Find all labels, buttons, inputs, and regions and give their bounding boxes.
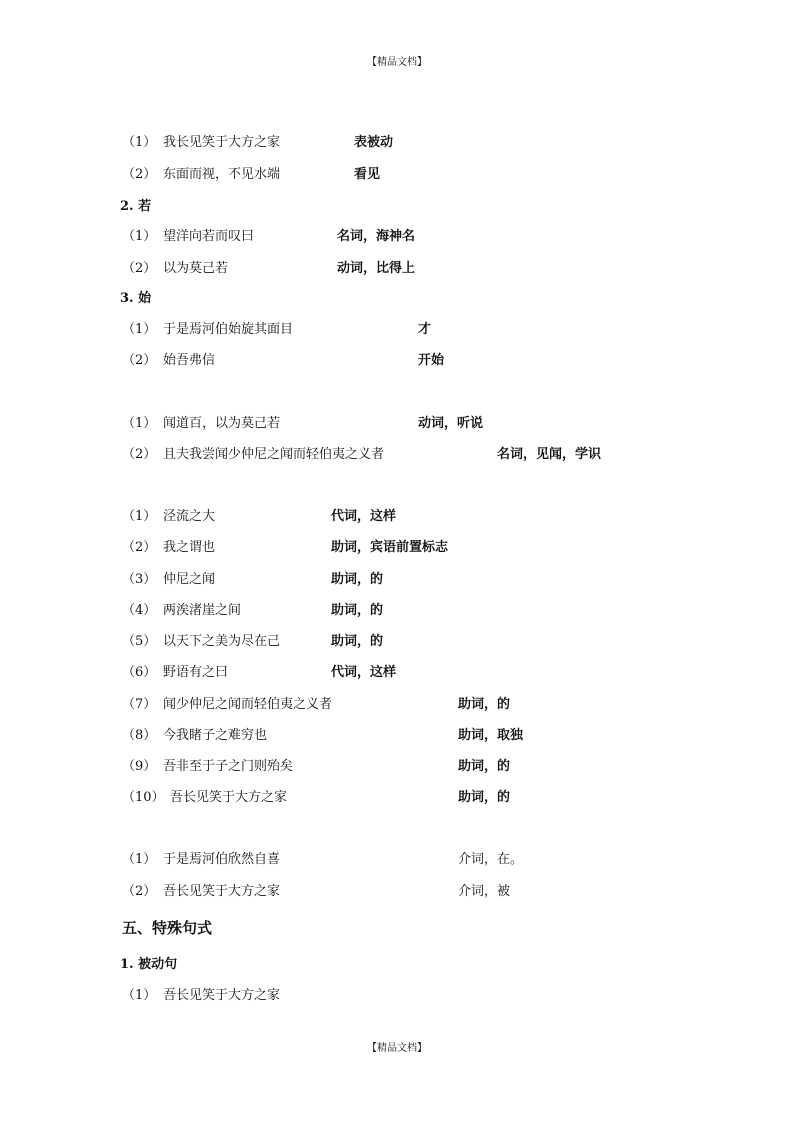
page-header: 【精品文档】 <box>367 57 427 68</box>
item-answer: 代词，这样 <box>331 509 397 524</box>
item-answer: 名词，见闻，学识 <box>497 447 602 462</box>
item-number: （2） <box>122 447 157 462</box>
item-text: 于是焉河伯始旋其面目 <box>163 322 294 337</box>
item-number: （1） <box>122 509 157 524</box>
section-heading: 2. 若 <box>120 199 152 214</box>
item-number: （1） <box>122 229 157 244</box>
item-text: 吾长见笑于大方之家 <box>163 988 281 1003</box>
item-answer: 助词，的 <box>458 697 511 712</box>
item-text: 我之谓也 <box>163 540 216 555</box>
item-text: 望洋向若而叹曰 <box>163 229 255 244</box>
item-answer: 助词，的 <box>458 790 511 805</box>
item-answer: 助词，的 <box>331 603 384 618</box>
item-number: （8） <box>122 728 157 743</box>
item-text: 泾流之大 <box>163 509 216 524</box>
item-text: 且夫我尝闻少仲尼之闻而轻伯夷之义者 <box>163 447 385 462</box>
item-number: （1） <box>122 135 157 150</box>
item-number: （9） <box>122 759 157 774</box>
item-answer: 才 <box>418 322 432 337</box>
item-text: 闻少仲尼之闻而轻伯夷之义者 <box>163 697 333 712</box>
item-answer: 代词，这样 <box>331 665 397 680</box>
item-number: （7） <box>122 697 157 712</box>
item-answer: 助词，的 <box>458 759 511 774</box>
item-number: （2） <box>122 540 157 555</box>
section-heading: 3. 始 <box>120 291 152 306</box>
section-heading: 1. 被动句 <box>120 957 178 972</box>
item-text: 始吾弗信 <box>163 353 216 368</box>
item-number: （2） <box>122 167 157 182</box>
item-answer: 看见 <box>354 167 381 182</box>
item-text: 两涘渚崖之间 <box>163 603 242 618</box>
item-answer: 开始 <box>418 353 445 368</box>
item-number: （4） <box>122 603 157 618</box>
item-answer: 动词，比得上 <box>337 261 416 276</box>
item-answer: 助词，取独 <box>458 728 524 743</box>
item-answer: 介词，被 <box>458 884 511 899</box>
item-text: 吾长见笑于大方之家 <box>170 790 288 805</box>
item-text: 闻道百，以为莫己若 <box>163 416 281 431</box>
item-number: （6） <box>122 665 157 680</box>
item-text: 我长见笑于大方之家 <box>163 135 281 150</box>
item-text: 以天下之美为尽在己 <box>163 634 281 649</box>
section-title: 五、特殊句式 <box>122 919 213 937</box>
page-footer: 【精品文档】 <box>367 1043 427 1054</box>
item-text: 以为莫己若 <box>163 261 229 276</box>
item-answer: 助词，宾语前置标志 <box>331 540 449 555</box>
item-number: （2） <box>122 884 157 899</box>
item-number: （1） <box>122 416 157 431</box>
item-answer: 表被动 <box>354 135 394 150</box>
item-answer: 名词，海神名 <box>337 229 416 244</box>
item-text: 于是焉河伯欣然自喜 <box>163 852 281 867</box>
item-answer: 助词，的 <box>331 572 384 587</box>
item-answer: 动词，听说 <box>418 416 484 431</box>
item-text: 今我睹子之难穷也 <box>163 728 268 743</box>
item-text: 野语有之曰 <box>163 665 229 680</box>
item-text: 吾长见笑于大方之家 <box>163 884 281 899</box>
item-number: （10） <box>122 790 165 805</box>
item-answer: 介词，在。 <box>458 852 524 867</box>
item-number: （2） <box>122 353 157 368</box>
item-number: （1） <box>122 852 157 867</box>
item-number: （1） <box>122 322 157 337</box>
item-number: （5） <box>122 634 157 649</box>
item-text: 东面而视，不见水端 <box>163 167 281 182</box>
item-text: 吾非至于子之门则殆矣 <box>163 759 294 774</box>
item-number: （3） <box>122 572 157 587</box>
item-number: （1） <box>122 988 157 1003</box>
item-answer: 助词，的 <box>331 634 384 649</box>
item-text: 仲尼之闻 <box>163 572 216 587</box>
item-number: （2） <box>122 261 157 276</box>
